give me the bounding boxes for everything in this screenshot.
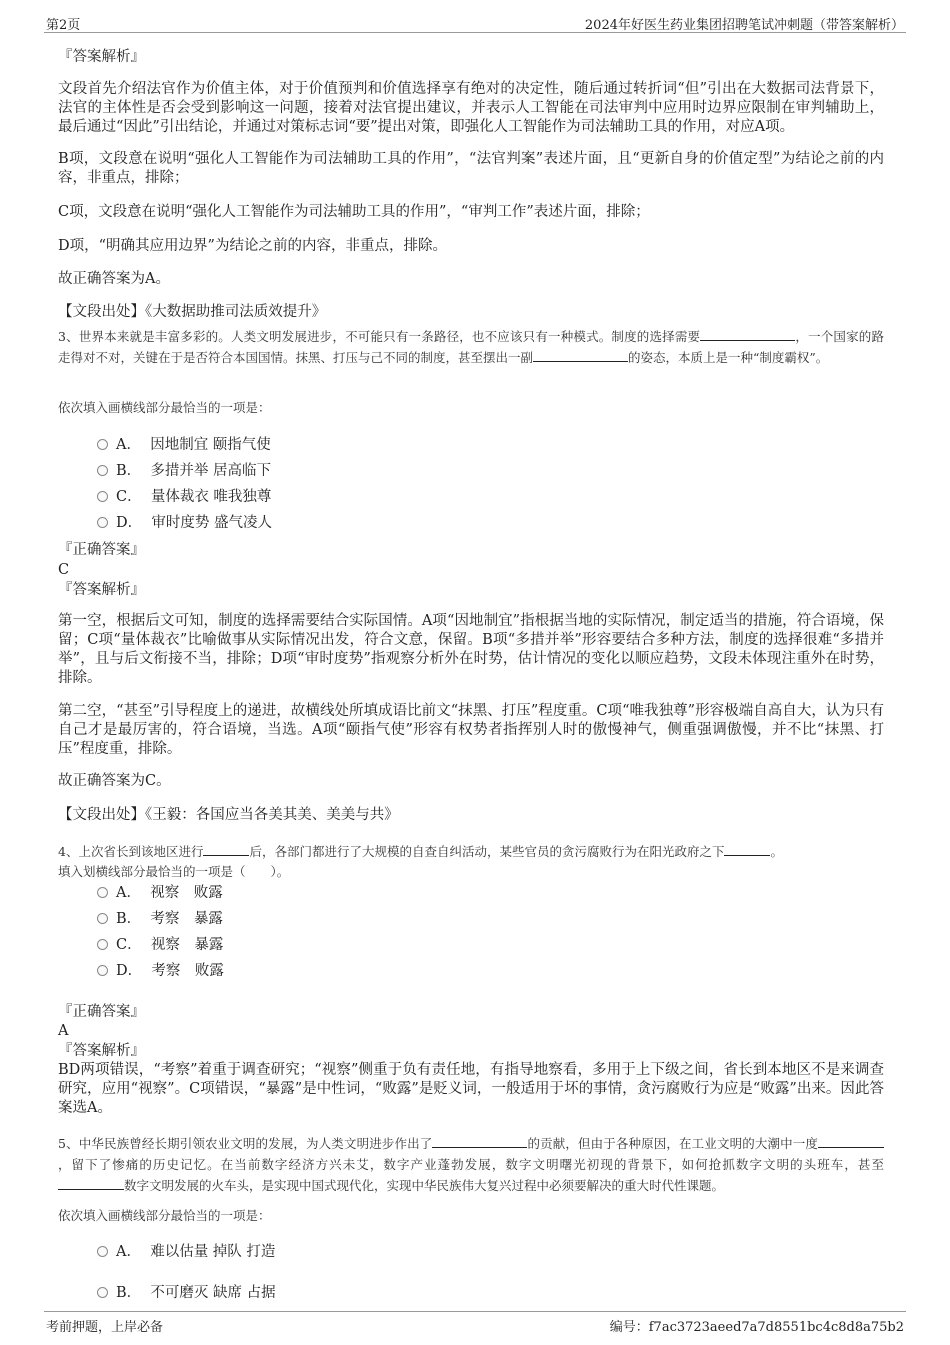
option-letter: C． bbox=[116, 489, 142, 505]
option-text: 不可磨灭 缺席 占据 bbox=[150, 1285, 276, 1301]
q2-analysis-p3: C项，文段意在说明“强化人工智能作为司法辅助工具的作用”，“审判工作”表述片面，排除； bbox=[58, 204, 650, 220]
option-text: 审时度势 盛气凌人 bbox=[151, 515, 272, 531]
q5-option-a[interactable] bbox=[97, 1242, 275, 1262]
q5-stem bbox=[58, 1133, 884, 1196]
q4-blank-2 bbox=[724, 843, 770, 856]
option-text: 考察 败露 bbox=[151, 963, 224, 979]
option-letter: A． bbox=[116, 437, 141, 453]
q2-analysis-p4: D项，“明确其应用边界”为结论之前的内容，非重点，排除。 bbox=[58, 238, 447, 254]
option-letter: D． bbox=[116, 963, 143, 979]
q3-blank-2 bbox=[533, 349, 628, 362]
option-letter: B． bbox=[116, 911, 142, 927]
footer-serial: 编号：f7ac3723aeed7a7d8551bc4c8d8a75b2 bbox=[609, 1320, 904, 1335]
option-letter: C． bbox=[116, 937, 142, 953]
q3-analysis-p3: 故正确答案为C。 bbox=[58, 773, 171, 789]
q4-blank-1 bbox=[203, 843, 249, 856]
option-letter: A． bbox=[116, 1244, 141, 1260]
q3-source: 【文段出处】《王毅：各国应当各美其美、美美与共》 bbox=[58, 807, 399, 823]
q5-instruction: 依次填入画横线部分最恰当的一项是： bbox=[58, 1208, 271, 1223]
radio-icon[interactable] bbox=[97, 887, 108, 898]
q3-stem-part: 的姿态，本质上是一种“制度霸权”。 bbox=[628, 350, 829, 365]
option-letter: A． bbox=[116, 885, 141, 901]
q2-analysis-p1: 文段首先介绍法官作为价值主体，对于价值预判和价值选择享有绝对的决定性，随后通过转折词“但”引出在大数据司法背景下，法官的主体性是否会受到影响这一问题，接着对法官提出建议，并表示人工智能在司法审判中应用时边界应限制在审判辅助上，最后通过“因此”引出结论，并通过对策标志词“要”提出对策，即强化人工智能作为司法辅助工具的作用，对应A项。 bbox=[58, 81, 884, 135]
page-number: 第2页 bbox=[46, 18, 81, 33]
q3-answer-label: 『正确答案』 bbox=[58, 542, 145, 558]
option-text: 考察 暴露 bbox=[150, 911, 223, 927]
radio-icon[interactable] bbox=[97, 1246, 108, 1257]
q4-answer: A bbox=[58, 1023, 69, 1039]
q4-instruction: 填入划横线部分最恰当的一项是（ ）。 bbox=[58, 864, 290, 879]
radio-icon[interactable] bbox=[97, 439, 108, 450]
option-text: 视察 败露 bbox=[150, 885, 223, 901]
q5-blank-3 bbox=[58, 1177, 124, 1190]
q3-option-d[interactable] bbox=[97, 513, 272, 533]
page-footer bbox=[44, 1311, 906, 1334]
q4-option-a[interactable] bbox=[97, 883, 223, 903]
q4-option-d[interactable] bbox=[97, 961, 224, 981]
option-letter: B． bbox=[116, 463, 142, 479]
q3-stem-part: 3、世界本来就是丰富多彩的。人类文明发展进步，不可能只有一条路径，也不应该只有一种模式。制度的选择需要 bbox=[58, 329, 701, 344]
radio-icon[interactable] bbox=[97, 939, 108, 950]
document-title: 2024年好医生药业集团招聘笔试冲刺题（带答案解析） bbox=[584, 18, 904, 33]
option-text: 难以估量 掉队 打造 bbox=[150, 1244, 276, 1260]
q3-analysis-label: 『答案解析』 bbox=[58, 582, 145, 598]
radio-icon[interactable] bbox=[97, 1287, 108, 1298]
option-text: 因地制宜 颐指气使 bbox=[150, 437, 271, 453]
q5-stem-part: 数字文明发展的火车头，是实现中国式现代化，实现中华民族伟大复兴过程中必须要解决的重大时代性课题。 bbox=[124, 1178, 725, 1193]
q4-option-b[interactable] bbox=[97, 909, 223, 929]
option-letter: B． bbox=[116, 1285, 142, 1301]
radio-icon[interactable] bbox=[97, 913, 108, 924]
q2-analysis-label: 『答案解析』 bbox=[58, 49, 145, 65]
option-letter: D． bbox=[116, 515, 143, 531]
q3-stem-part: ，一个国家的路走得对不对，关键在于是否符合本国国情。抹黑、打压与己不同的制度，甚至摆出一副 bbox=[58, 329, 884, 365]
q5-stem-part: ，留下了惨痛的历史记忆。在当前数字经济方兴未艾，数字产业蓬勃发展，数字文明曙光初现的背景下，如何抢抓数字文明的头班车，甚至 bbox=[58, 1157, 884, 1172]
page-header bbox=[44, 12, 906, 33]
q5-option-b[interactable] bbox=[97, 1283, 276, 1303]
option-text: 视察 暴露 bbox=[150, 937, 224, 953]
q3-blank-1 bbox=[700, 328, 795, 341]
q4-stem-part: 4、上次省长到该地区进行 bbox=[58, 844, 204, 859]
q5-blank-2 bbox=[818, 1135, 884, 1148]
q4-analysis-label: 『答案解析』 bbox=[58, 1043, 145, 1059]
q4-option-c[interactable] bbox=[97, 935, 223, 955]
q2-analysis-p2: B项，文段意在说明“强化人工智能作为司法辅助工具的作用”，“法官判案”表述片面，且“更新自身的价值定型”为结论之前的内容，非重点，排除； bbox=[58, 151, 884, 186]
q3-answer: C bbox=[58, 562, 70, 578]
q3-option-c[interactable] bbox=[97, 487, 271, 507]
q4-stem-part: 后，各部门都进行了大规模的自查自纠活动，某些官员的贪污腐败行为在阳光政府之下 bbox=[249, 844, 725, 859]
radio-icon[interactable] bbox=[97, 491, 108, 502]
radio-icon[interactable] bbox=[97, 517, 108, 528]
q3-analysis-p2: 第二空，“甚至”引导程度上的递进，故横线处所填成语比前文“抹黑、打压”程度重。C项“唯我独尊”形容极端自高自大，认为只有自己才是最厉害的，符合语境，当选。A项“颐指气使”形容有权势者指挥别人时的傲慢神气，侧重强调傲慢，并不比“抹黑、打压”程度重，排除。 bbox=[58, 703, 884, 757]
q3-instruction: 依次填入画横线部分最恰当的一项是： bbox=[58, 400, 271, 415]
q4-stem-part: 。 bbox=[770, 844, 783, 859]
q5-stem-part: 5、中华民族曾经长期引领农业文明的发展，为人类文明进步作出了 bbox=[58, 1136, 433, 1151]
option-text: 量体裁衣 唯我独尊 bbox=[150, 489, 272, 505]
q5-blank-1 bbox=[432, 1135, 527, 1148]
q3-option-b[interactable] bbox=[97, 461, 271, 481]
option-text: 多措并举 居高临下 bbox=[150, 463, 271, 479]
q3-option-a[interactable] bbox=[97, 435, 271, 455]
radio-icon[interactable] bbox=[97, 465, 108, 476]
q4-answer-label: 『正确答案』 bbox=[58, 1004, 145, 1020]
footer-slogan: 考前押题，上岸必备 bbox=[46, 1320, 164, 1335]
q3-analysis-p1: 第一空，根据后文可知，制度的选择需要结合实际国情。A项“因地制宜”指根据当地的实际情况，制定适当的措施，符合语境，保留；C项“量体裁衣”比喻做事从实际情况出发，符合文意，保留。B项“多措并举”形容要结合多种方法，制度的选择很难“多措并举”，且与后文衔接不当，排除；D项“审时度势”指观察分析外在时势，估计情况的变化以顺应趋势，文段未体现注重外在时势，排除。 bbox=[58, 613, 884, 686]
q5-stem-part: 的贡献，但由于各种原因，在工业文明的大潮中一度 bbox=[527, 1136, 818, 1151]
q2-source: 【文段出处】《大数据助推司法质效提升》 bbox=[58, 304, 327, 320]
q3-stem bbox=[58, 326, 884, 368]
q4-analysis: BD两项错误，“考察”着重于调查研究；“视察”侧重于负有责任地，有指导地察看，多用于上下级之间，省长到本地区不是来调查研究，应用“视察”。C项错误，“暴露”是中性词，“败露”是贬义词，一般适用于坏的事情，贪污腐败行为应是“败露”出来。因此答案选A。 bbox=[58, 1062, 884, 1116]
q2-analysis-p5: 故正确答案为A。 bbox=[58, 271, 170, 287]
q4-stem bbox=[58, 841, 884, 862]
radio-icon[interactable] bbox=[97, 965, 108, 976]
